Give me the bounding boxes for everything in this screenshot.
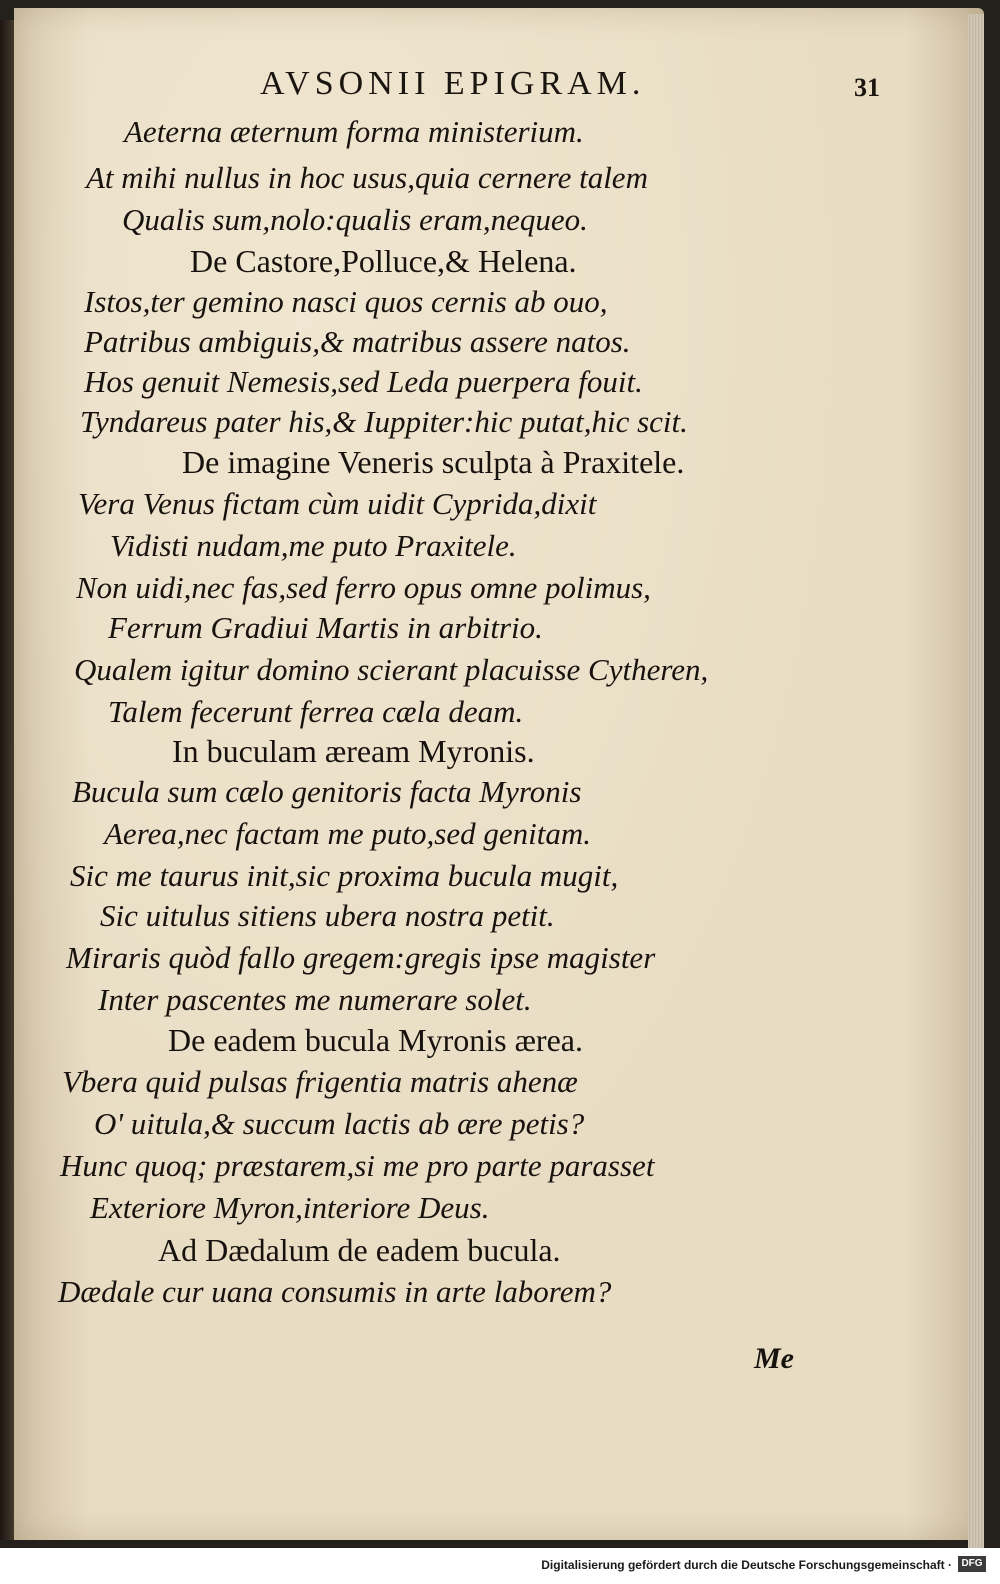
text-line-19: Sic me taurus init,sic proxima bucula mugit, (70, 858, 619, 893)
page-stack-edge (968, 14, 984, 1549)
text-line-17: Bucula sum cælo genitoris facta Myronis (72, 774, 582, 809)
section-heading-daedalum: Ad Dædalum de eadem bucula. (158, 1232, 561, 1268)
digitization-footer (0, 1548, 1000, 1584)
text-line-29: Dædale cur uana consumis in arte laborem? (58, 1274, 612, 1309)
text-line-6: Patribus ambiguis,& matribus assere natos. (84, 324, 631, 359)
text-line-15: Talem fecerunt ferrea cæla deam. (108, 694, 524, 729)
dfg-credit: Digitalisierung gefördert durch die Deutsche Forschungsgemeinschaft · (541, 1558, 952, 1572)
book-page (14, 8, 984, 1540)
text-line-22: Inter pascentes me numerare solet. (98, 982, 532, 1017)
text-line-26: Hunc quoq; præstarem,si me pro parte parasset (60, 1148, 655, 1183)
text-line-12: Non uidi,nec fas,sed ferro opus omne polimus, (76, 570, 651, 605)
text-line-21: Miraris quòd fallo gregem:gregis ipse magister (66, 940, 656, 975)
section-heading-castor: De Castore,Polluce,& Helena. (190, 243, 577, 279)
text-line-27: Exteriore Myron,interiore Deus. (90, 1190, 490, 1225)
section-heading-venus: De imagine Veneris sculpta à Praxitele. (182, 444, 685, 480)
running-title: AVSONII EPIGRAM. (260, 65, 646, 102)
text-line-14: Qualem igitur domino scierant placuisse Cytheren, (74, 652, 709, 687)
page-number: 31 (854, 73, 880, 102)
text-line-3: Qualis sum,nolo:qualis eram,nequeo. (122, 202, 588, 237)
text-line-25: O' uitula,& succum lactis ab ære petis? (94, 1106, 585, 1141)
text-line-20: Sic uitulus sitiens ubera nostra petit. (100, 898, 555, 933)
text-line-2: At mihi nullus in hoc usus,quia cernere talem (86, 160, 648, 195)
text-line-1: Aeterna æternum forma ministerium. (124, 114, 584, 149)
text-line-7: Hos genuit Nemesis,sed Leda puerpera fouit. (84, 364, 643, 399)
text-line-13: Ferrum Gradiui Martis in arbitrio. (108, 610, 543, 645)
text-line-8: Tyndareus pater his,& Iuppiter:hic putat,hic scit. (80, 404, 688, 439)
section-heading-bucula: In buculam æream Myronis. (172, 733, 535, 769)
catchword: Me (754, 1342, 794, 1375)
text-line-10: Vera Venus fictam cùm uidit Cyprida,dixit (78, 486, 597, 521)
text-line-11: Vidisti nudam,me puto Praxitele. (110, 528, 517, 563)
section-heading-eadem: De eadem bucula Myronis ærea. (168, 1022, 583, 1058)
text-line-24: Vbera quid pulsas frigentia matris ahenæ (62, 1064, 578, 1099)
dfg-logo-icon: DFG (958, 1556, 986, 1572)
text-line-18: Aerea,nec factam me puto,sed genitam. (104, 816, 591, 851)
text-line-5: Istos,ter gemino nasci quos cernis ab ouo, (84, 284, 608, 319)
